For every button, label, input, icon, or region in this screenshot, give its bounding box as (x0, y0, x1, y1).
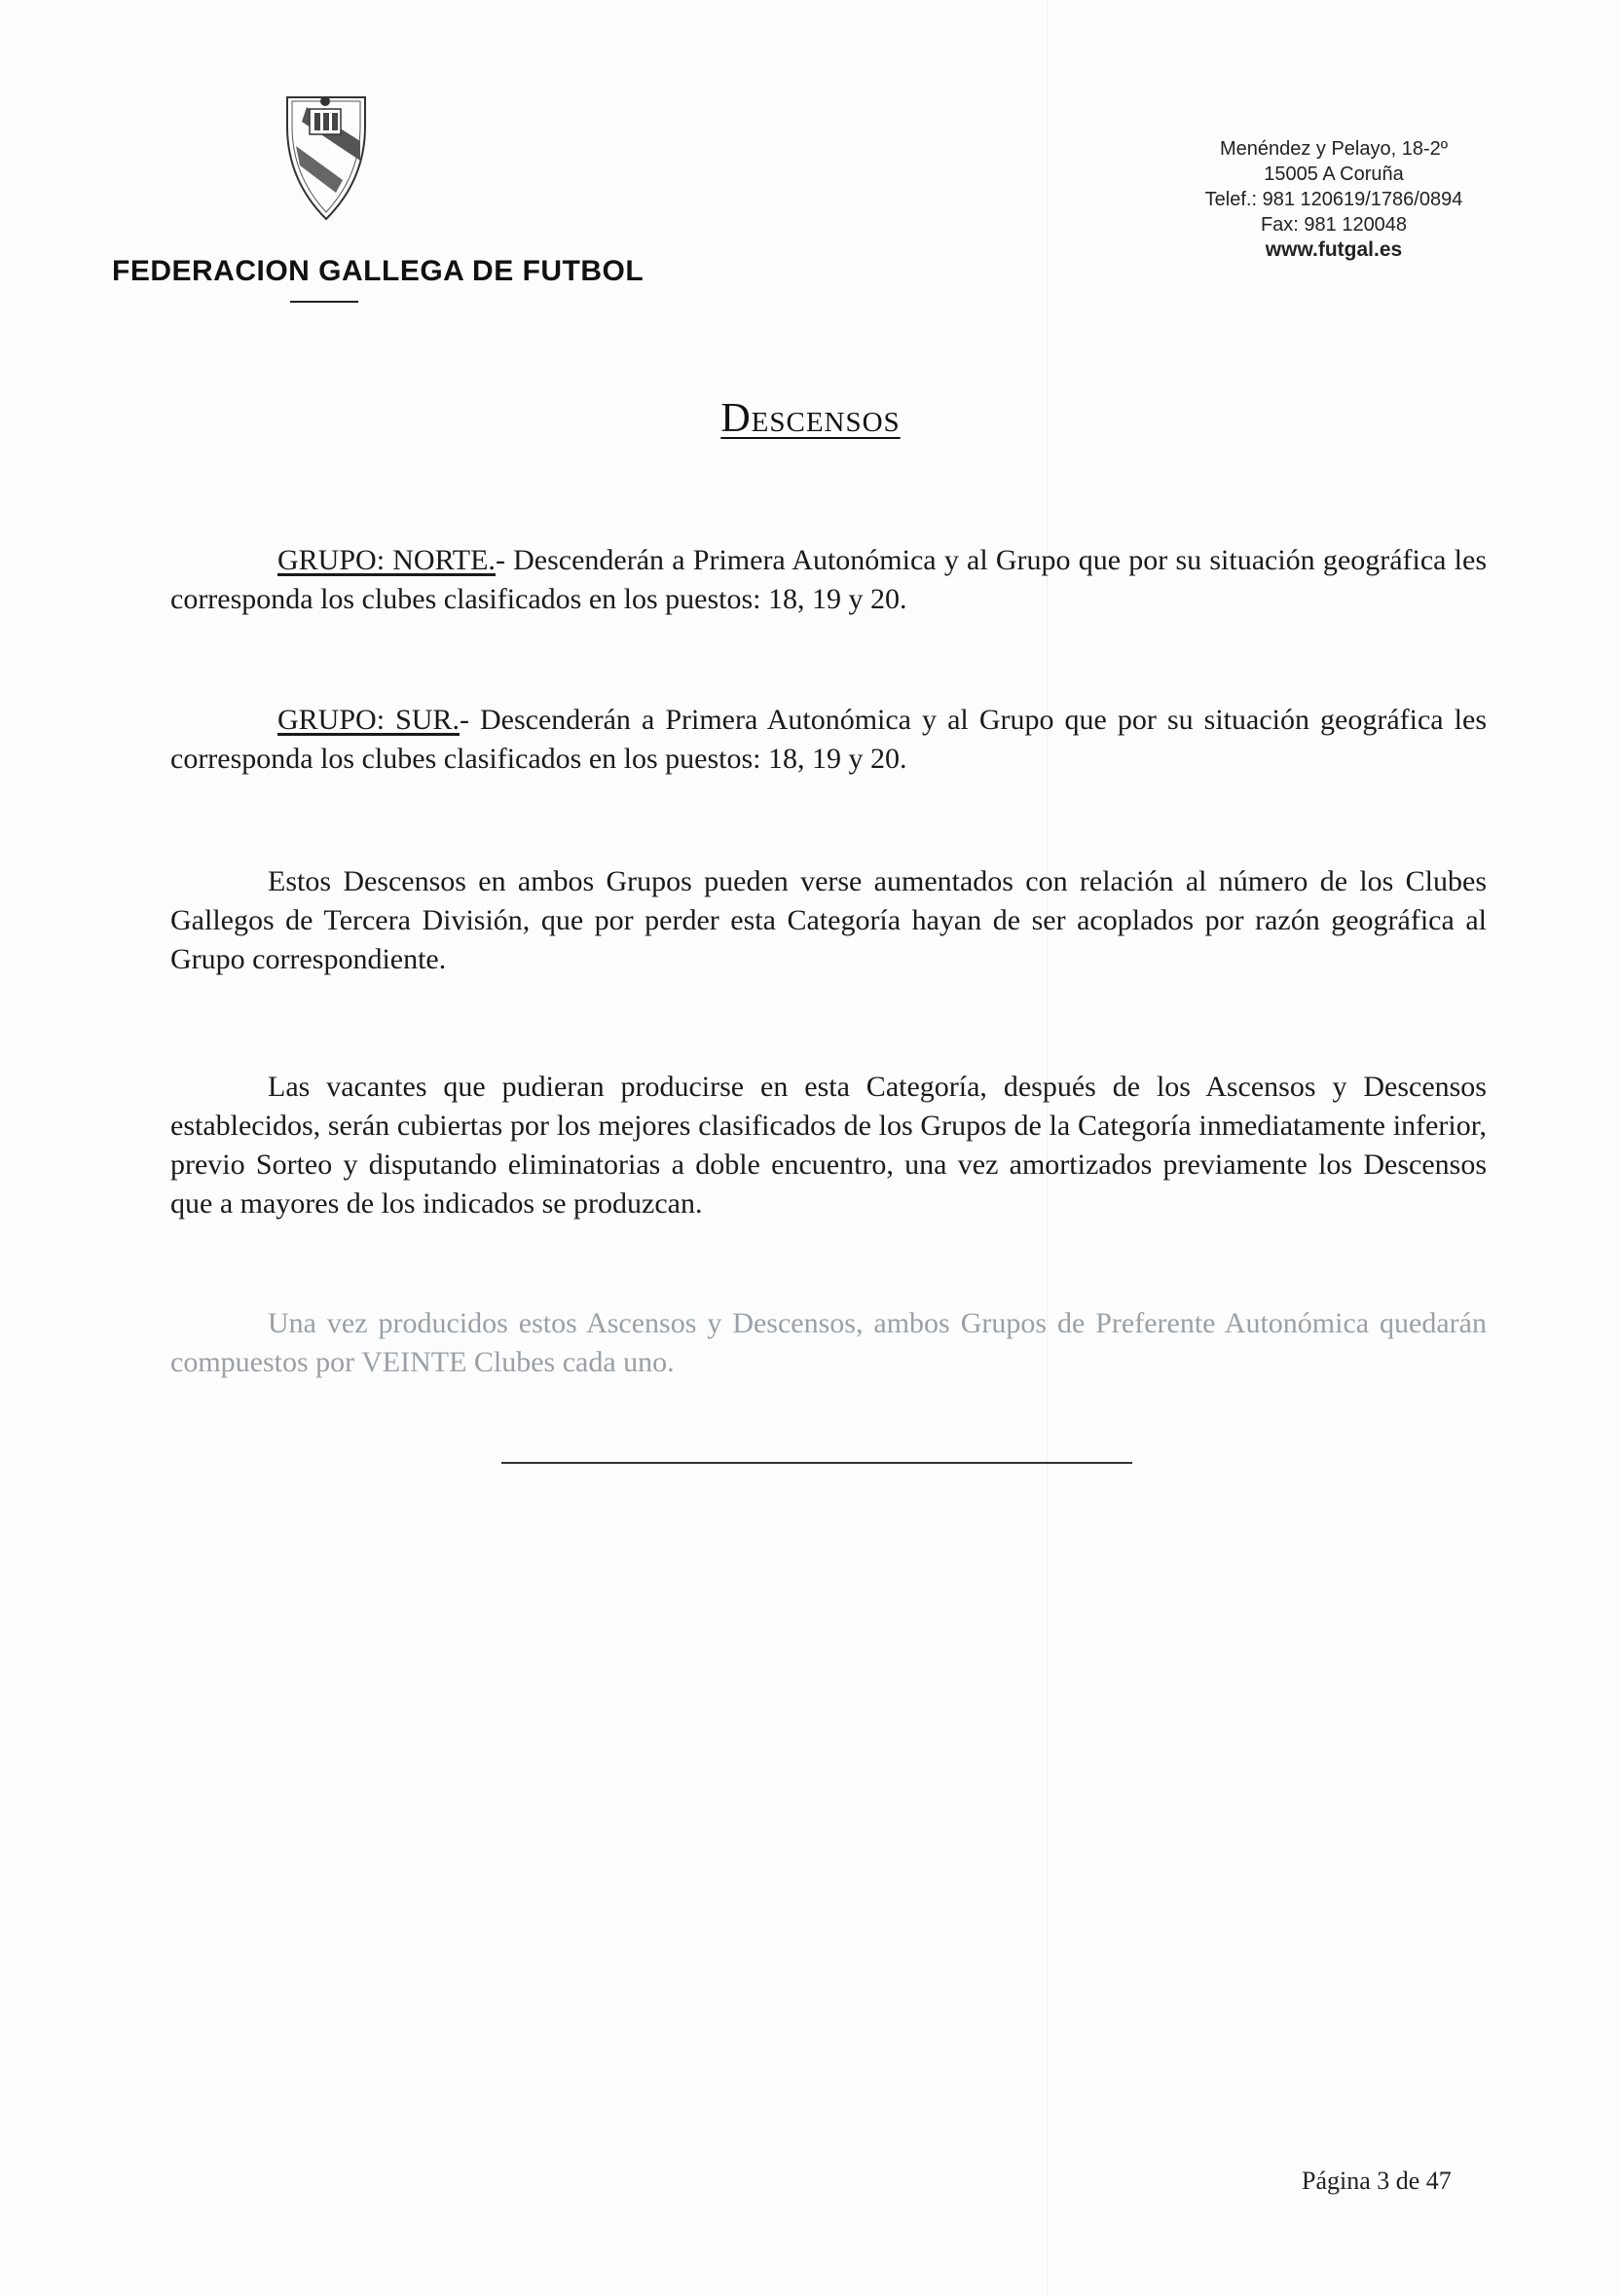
composicion-text: Una vez producidos estos Ascensos y Descensos, ambos Grupos de Preferente Autonómica quedarán compuestos por VEINTE Clubes cada uno. (170, 1307, 1487, 1378)
website-link[interactable]: www.futgal.es (1265, 238, 1403, 261)
address-street: Menéndez y Pelayo, 18-2º (1219, 138, 1449, 160)
paragraph-grupo-norte (170, 541, 1487, 619)
paragraph-vacantes (170, 1068, 1487, 1223)
vacantes-text: Las vacantes que pudieran producirse en esta Categoría, después de los Ascensos y Descensos establecidos, serán cubiertas por los mejores clasificados de los Grupos de la Categoría inmediatamente inferior, previo Sorteo y disputando eliminatorias a doble encuentro, una vez amortizados previamente los Descensos que a mayores de los indicados se produzcan. (170, 1071, 1487, 1220)
page-number: Página 3 de 47 (1302, 2167, 1452, 2195)
grupo-norte-text: - Descenderán a Primera Autonómica y al Grupo que por su situación geográfica les corresponda los clubes clasificados en los puestos: 18, 19 y 20. (170, 544, 1488, 615)
page-title-text: Descensos (720, 396, 901, 441)
grupo-norte-label: GRUPO: NORTE. (277, 544, 496, 576)
grupo-sur-label: GRUPO: SUR. (277, 704, 460, 736)
section-separator (501, 1462, 1132, 1464)
grupo-sur-text: - Descenderán a Primera Autonómica y al Grupo que por su situación geográfica les corresponda los clubes clasificados en los puestos: 18, 19 y 20. (170, 704, 1488, 775)
address-block (1159, 136, 1509, 263)
address-fax: Fax: 981 120048 (1260, 214, 1408, 236)
paragraph-composicion (170, 1304, 1487, 1382)
crest-shield-icon (282, 88, 370, 224)
aumento-text: Estos Descensos en ambos Grupos pueden verse aumentados con relación al número de los Clubes Gallegos de Tercera División, que por perder esta Categoría hayan de ser acoplados por razón geográfica al Grupo correspondiente. (170, 865, 1487, 975)
address-city: 15005 A Coruña (1264, 164, 1404, 185)
address-phone: Telef.: 981 120619/1786/0894 (1204, 189, 1463, 210)
organization-name: FEDERACION GALLEGA DE FUTBOL (112, 255, 645, 287)
organization-underline (290, 301, 358, 303)
paragraph-grupo-sur (170, 701, 1487, 779)
paragraph-aumento (170, 862, 1487, 979)
page-title (0, 395, 1621, 442)
